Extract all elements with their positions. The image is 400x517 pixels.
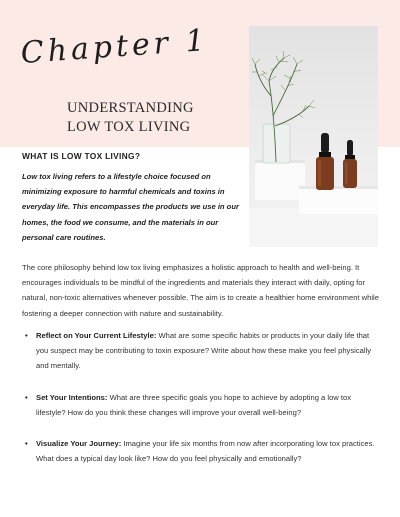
herb-bottles-photo	[249, 26, 378, 247]
pedestal-left	[255, 160, 305, 200]
prompt-title: Visualize Your Journey:	[36, 439, 122, 449]
section-title: WHAT IS LOW TOX LIVING?	[22, 151, 141, 161]
prompt-text: What are some specific habits or products in your daily life that you suspect may be contributing to toxin exposure? Write about how these make you feel physically and mentally.	[36, 331, 372, 371]
list-item	[22, 328, 382, 374]
list-item	[22, 390, 382, 420]
dropper-bottle-tall	[316, 133, 334, 190]
chapter-heading-line-1: UNDERSTANDING	[67, 100, 194, 116]
intro-paragraph: Low tox living refers to a lifestyle choice focused on minimizing exposure to harmful chemicals and toxins in everyday life. This encompasses the products we use in our homes, the food we consume, and the materials in our personal care routines.	[22, 172, 239, 242]
prompt-text: What are three specific goals you hope to achieve by adopting a low tox lifestyle? How do you think these changes will improve your overall well-being?	[36, 392, 352, 417]
dropper-bottle-small	[343, 140, 357, 188]
list-item	[22, 436, 382, 466]
chapter-heading	[67, 99, 194, 137]
herb-in-vase-icon	[249, 26, 378, 247]
bullet-icon: •	[25, 439, 28, 449]
prompt-text: Imagine your life six months from now after incorporating low tox practices. What does a typical day look like? How do you feel physically and emotionally?	[36, 439, 375, 464]
bullet-icon: •	[25, 392, 28, 402]
prompt-title: Reflect on Your Current Lifestyle:	[36, 331, 157, 340]
glass-vase	[263, 124, 290, 163]
bullet-icon: •	[25, 331, 28, 340]
chapter-heading-line-2: LOW TOX LIVING	[67, 119, 191, 135]
prompt-title: Set Your Intentions:	[36, 392, 108, 402]
body-paragraph: The core philosophy behind low tox living emphasizes a holistic approach to health and well-being. It encourages individuals to be mindful of the ingredients and materials they interact with daily, opting for natural, non-toxic alternatives whenever possible. The aim is to create a healthier home environment while fostering a deeper connection with nature and sustainability.	[22, 263, 379, 318]
journal-prompts-list	[22, 328, 382, 466]
chapter-script-title: Chapter 1	[19, 22, 210, 71]
pedestal-right	[299, 188, 378, 214]
